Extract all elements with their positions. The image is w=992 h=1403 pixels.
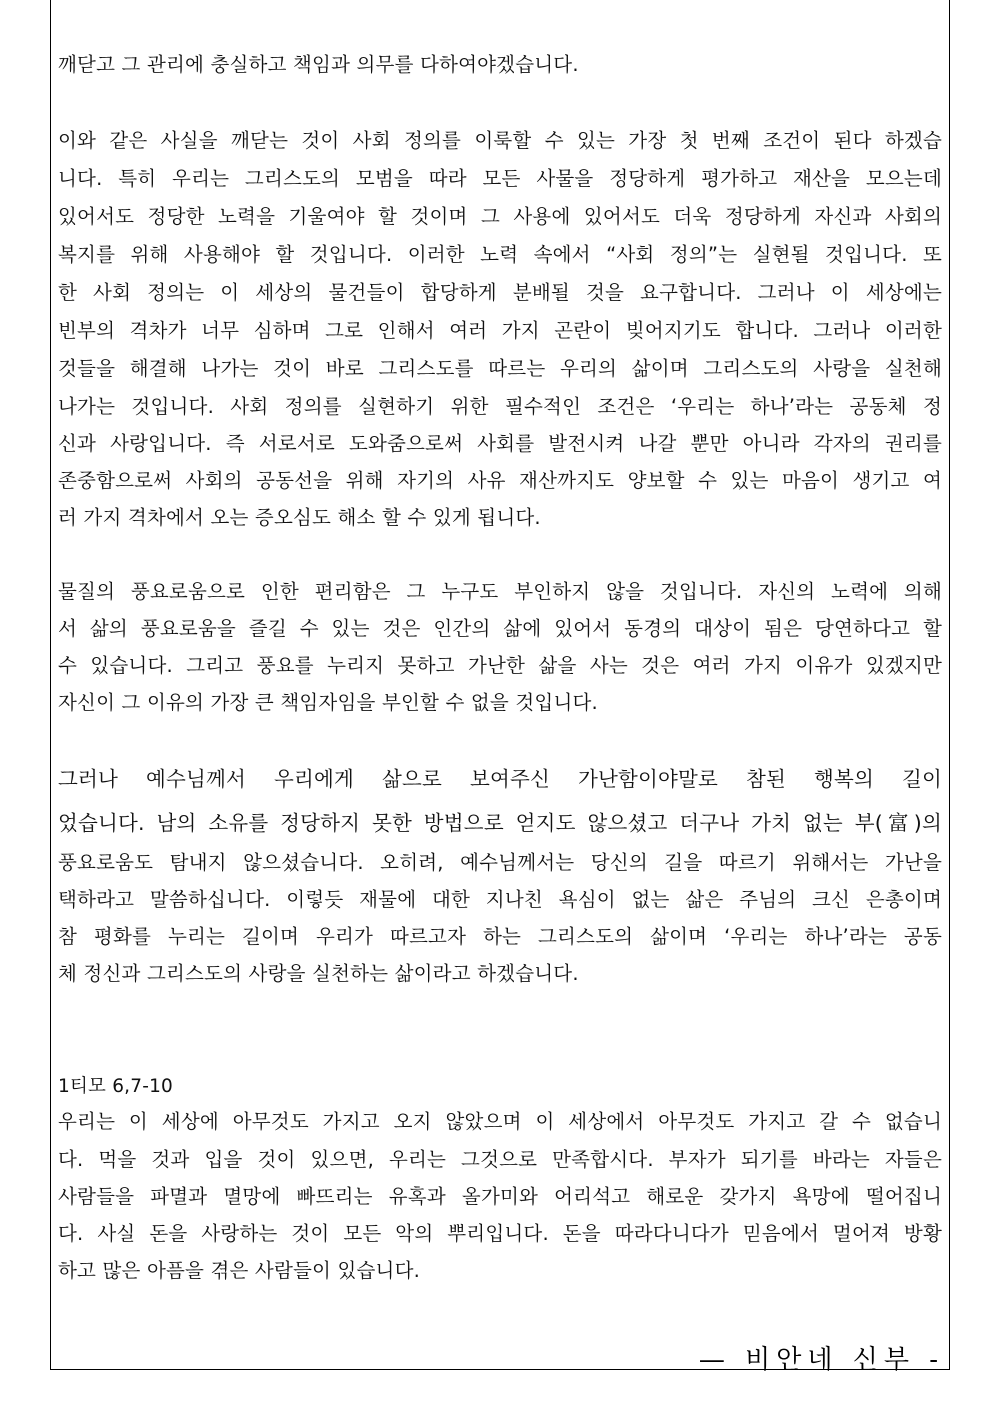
text-line: 자신이 그 이유의 가장 큰 책임자임을 부인할 수 없을 것입니다. (58, 691, 598, 714)
text-line: 다. 먹을 것과 입을 것이 있으면, 우리는 그것으로 만족합시다. 부자가 되기를 바라는 자들은 (58, 1148, 942, 1171)
text-line: 것들을 해결해 나가는 것이 바로 그리스도를 따르는 우리의 삶이며 그리스도의 사랑을 실천해 (58, 357, 942, 380)
text-line: 하고 많은 아픔을 겪은 사람들이 있습니다. (58, 1259, 421, 1282)
text-line: 택하라고 말씀하십니다. 이렇듯 재물에 대한 지나친 욕심이 없는 삶은 주님의 크신 은총이며 (58, 888, 942, 911)
text-line: 사람들을 파멸과 멸망에 빠뜨리는 유혹과 올가미와 어리석고 해로운 갖가지 욕망에 떨어집니 (58, 1185, 942, 1208)
scripture-reference: 1티모 6,7-10 (58, 1076, 174, 1097)
text-line: 니다. 특히 우리는 그리스도의 모범을 따라 모든 사물을 정당하게 평가하고 재산을 모으는데 (58, 167, 942, 190)
text-line: 풍요로움도 탐내지 않으셨습니다. 오히려, 예수님께서는 당신의 길을 따르기 위해서는 가난을 (58, 851, 942, 874)
text-line: 이와 같은 사실을 깨닫는 것이 사회 정의를 이룩할 수 있는 가장 첫 번째 조건이 된다 하겠습 (58, 129, 942, 152)
text-line: 있어서도 정당한 노력을 기울여야 할 것이며 그 사용에 있어서도 더욱 정당하게 자신과 사회의 (58, 205, 942, 228)
text-line: 복지를 위해 사용해야 할 것입니다. 이러한 노력 속에서 “사회 정의”는 실현될 것입니다. 또 (58, 243, 942, 266)
text-line: 러 가지 격차에서 오는 증오심도 해소 할 수 있게 됩니다. (58, 506, 541, 529)
text-line: 수 있습니다. 그리고 풍요를 누리지 못하고 가난한 삶을 사는 것은 여러 가지 이유가 있겠지만 (58, 654, 942, 677)
text-line: 그러나 예수님께서 우리에게 삶으로 보여주신 가난함이야말로 참된 행복의 길이 (58, 767, 942, 791)
text-line: 체 정신과 그리스도의 사랑을 실천하는 삶이라고 하겠습니다. (58, 962, 579, 985)
text-line: 물질의 풍요로움으로 인한 편리함은 그 누구도 부인하지 않을 것입니다. 자신의 노력에 의해 (58, 580, 942, 603)
text-line: 우리는 이 세상에 아무것도 가지고 오지 않았으며 이 세상에서 아무것도 가지고 갈 수 없습니 (58, 1110, 942, 1133)
text-line: 서 삶의 풍요로움을 즐길 수 있는 것은 인간의 삶에 있어서 동경의 대상이 됨은 당연하다고 할 (58, 617, 942, 640)
signature: — 비안네 신부 - (698, 1345, 944, 1375)
text-line: 한 사회 정의는 이 세상의 물건들이 합당하게 분배될 것을 요구합니다. 그러나 이 세상에는 (58, 281, 942, 304)
text-line: 다. 사실 돈을 사랑하는 것이 모든 악의 뿌리입니다. 돈을 따라다니다가 믿음에서 멀어져 방황 (58, 1222, 942, 1245)
text-line: 신과 사랑입니다. 즉 서로서로 도와줌으로써 사회를 발전시켜 나갈 뿐만 아니라 각자의 권리를 (58, 432, 942, 455)
text-line: 깨닫고 그 관리에 충실하고 책임과 의무를 다하여야겠습니다. (58, 53, 579, 76)
text-line: 었습니다. 남의 소유를 정당하지 못한 방법으로 얻지도 않으셨고 더구나 가치 없는 부(富)의 (58, 811, 942, 835)
text-line: 나가는 것입니다. 사회 정의를 실현하기 위한 필수적인 조건은 ‘우리는 하나’라는 공동체 정 (58, 395, 942, 418)
text-line: 참 평화를 누리는 길이며 우리가 따르고자 하는 그리스도의 삶이며 ‘우리는 하나’라는 공동 (58, 925, 942, 948)
text-line: 존중함으로써 사회의 공동선을 위해 자기의 사유 재산까지도 양보할 수 있는 마음이 생기고 여 (58, 469, 942, 492)
text-line: 빈부의 격차가 너무 심하며 그로 인해서 여러 가지 곤란이 빚어지기도 합니다. 그러나 이러한 (58, 319, 942, 342)
